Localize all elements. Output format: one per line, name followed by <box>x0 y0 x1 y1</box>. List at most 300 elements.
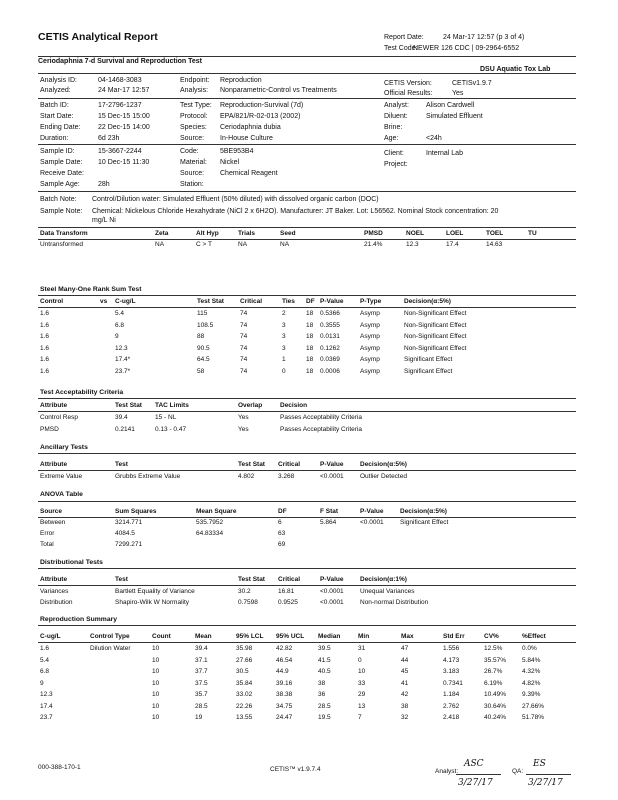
cell: 17.4 <box>446 241 459 248</box>
signature-line <box>526 774 571 775</box>
cell: 0.2141 <box>115 425 135 433</box>
table-row <box>0 241 618 250</box>
cell: 19 <box>195 714 203 721</box>
cell: Total <box>40 541 54 548</box>
divider <box>38 501 576 502</box>
brine-label: Brine: <box>384 124 403 131</box>
report-date: 24 Mar-17 12:57 (p 3 of 4) <box>443 34 525 41</box>
divider <box>38 73 576 74</box>
material-label: Material: <box>180 159 207 166</box>
cell: 88 <box>197 333 205 340</box>
cell: 30.2 <box>238 588 251 595</box>
cell: 24.47 <box>276 714 293 721</box>
table-row <box>0 345 618 354</box>
col-header: Control <box>40 298 64 305</box>
table-row <box>0 333 618 342</box>
species: Ceriodaphnia dubia <box>220 124 281 131</box>
cell: Error <box>40 530 55 537</box>
col-header: Mean Square <box>196 508 237 515</box>
cell: Significant Effect <box>404 367 453 375</box>
cell: NA <box>280 241 290 248</box>
cell: 39.5 <box>318 645 331 652</box>
cell: 29 <box>358 691 366 698</box>
col-header: Test Stat <box>197 298 224 305</box>
cell: 10 <box>152 702 160 710</box>
cell: 74 <box>240 321 248 329</box>
cell: 3 <box>282 344 286 352</box>
protocol: EPA/821/R-02-013 (2002) <box>220 113 301 120</box>
test-name: Ceriodaphnia 7-d Survival and Reproduction Test <box>38 58 203 65</box>
cell: 37.5 <box>195 679 208 687</box>
cell: NA <box>238 241 248 248</box>
cell: 10 <box>152 679 160 687</box>
cell: 6 <box>278 519 282 526</box>
col-header: LOEL <box>446 230 464 237</box>
divider <box>38 517 576 518</box>
col-header: TOEL <box>486 230 504 237</box>
cell: 10 <box>152 714 160 721</box>
qa-initials: ES <box>533 759 546 769</box>
cell: 0.0006 <box>320 367 340 375</box>
cell: 2.418 <box>443 714 460 721</box>
cell: 13.55 <box>236 714 253 721</box>
col-header: Critical <box>278 461 301 468</box>
cell: 16.81 <box>278 588 295 595</box>
cell: 40.5 <box>318 668 331 675</box>
table-row <box>0 657 618 666</box>
receive-date-label: Receive Date: <box>40 170 84 177</box>
sample-date-label: Sample Date: <box>40 159 83 166</box>
col-header: vs <box>100 298 108 305</box>
cell: 63 <box>278 530 286 537</box>
divider <box>38 411 576 412</box>
col-header: Decision(α:1%) <box>360 576 407 583</box>
analyzed-label: Analyzed: <box>40 87 71 94</box>
cetis-version: CETISv1.9.7 <box>452 80 492 87</box>
report-title: CETIS Analytical Report <box>38 31 158 43</box>
divider <box>38 191 576 192</box>
cell: 0 <box>358 656 362 664</box>
cell: 10 <box>152 691 160 698</box>
col-header: Attribute <box>40 576 68 583</box>
cell: Distribution <box>40 599 73 606</box>
table-row <box>0 310 618 319</box>
analyst-label: Analyst: <box>384 102 409 109</box>
cell: 4.173 <box>443 656 460 664</box>
cell: 13 <box>358 702 366 710</box>
cell: 108.5 <box>197 321 214 329</box>
cell: 27.66% <box>522 702 545 710</box>
cell: 4.32% <box>522 668 541 675</box>
cell: 22.26 <box>236 702 253 710</box>
cell: 9 <box>115 333 119 340</box>
table-row <box>0 668 618 677</box>
test-code: NEWER 126 CDC | 09-2964-6552 <box>413 45 520 52</box>
batch-id-label: Batch ID: <box>40 102 69 109</box>
analyzed: 24 Mar-17 12:57 <box>98 87 150 94</box>
table-row <box>0 368 618 377</box>
cell: 0.9525 <box>278 599 298 606</box>
cell: 35.57% <box>484 656 507 664</box>
batch-note-label: Batch Note: <box>40 196 77 203</box>
analyst-signoff-date: 3/27/17 <box>458 778 493 788</box>
col-header: PMSD <box>364 230 383 237</box>
col-header: Seed <box>280 230 296 237</box>
divider <box>38 227 576 228</box>
species-label: Species: <box>180 124 207 131</box>
cell: 2 <box>282 310 286 317</box>
cell: Bartlett Equality of Variance <box>115 588 195 595</box>
table-row <box>0 322 618 331</box>
cell: 37.1 <box>195 656 208 664</box>
cell: 6.8 <box>115 321 125 329</box>
cell: 12.3 <box>115 344 128 352</box>
cell: Passes Acceptability Criteria <box>280 425 363 433</box>
transform-header <box>0 230 618 239</box>
cell: C > T <box>196 241 212 248</box>
cell: Asymp <box>360 310 380 317</box>
analyst: Alison Cardwell <box>426 102 475 109</box>
table-row <box>0 356 618 365</box>
cell: Non-Significant Effect <box>404 344 467 352</box>
table-row <box>0 541 618 550</box>
cell: Between <box>40 519 66 526</box>
endpoint: Reproduction <box>220 77 262 84</box>
cell: Dilution Water <box>90 645 131 652</box>
cell: 18 <box>306 333 314 340</box>
cell: 33.02 <box>236 691 253 698</box>
divider <box>38 98 576 99</box>
cell: 31 <box>358 645 366 652</box>
cell: Non-Significant Effect <box>404 333 467 340</box>
cell: 64.5 <box>197 356 210 363</box>
cell: 17.4* <box>115 356 131 363</box>
cell: 0.7598 <box>238 599 258 606</box>
cell: 42.82 <box>276 645 293 652</box>
analysis: Nonparametric-Control vs Treatments <box>220 87 337 94</box>
cell: Grubbs Extreme Value <box>115 473 181 480</box>
cell: 5.84% <box>522 656 541 664</box>
divider <box>38 625 576 626</box>
report-date-label: Report Date: <box>384 34 424 41</box>
acceptability-title: Test Acceptability Criteria <box>40 389 124 396</box>
cell: 3 <box>282 321 286 329</box>
material: Nickel <box>220 159 240 166</box>
col-header: Critical <box>240 298 263 305</box>
col-header: Decision <box>280 402 308 409</box>
cell: 14.63 <box>486 241 503 248</box>
cell: 74 <box>240 310 248 317</box>
batch-id: 17-2796-1237 <box>98 102 142 109</box>
anova-header <box>0 508 618 517</box>
col-header: Decision(α:5%) <box>360 461 407 468</box>
table-row <box>0 414 618 423</box>
ending-date-label: Ending Date: <box>40 124 81 131</box>
sample-note: Chemical: Nickelous Chloride Hexahydrate (NiCl 2 x 6H2O). Manufacturer: JT Baker. Lot: L56562. Nominal Stock concentration: 20 <box>92 208 499 215</box>
sample-source-label: Source: <box>180 170 205 177</box>
cell: 19.5 <box>318 714 331 721</box>
cell: 74 <box>240 333 248 340</box>
cell: 69 <box>278 541 286 548</box>
col-header: Source <box>40 508 63 515</box>
col-header: Ties <box>282 298 295 305</box>
cetis-version-label: CETIS Version: <box>384 80 432 87</box>
table-row <box>0 530 618 539</box>
lab-name: DSU Aquatic Tox Lab <box>480 66 551 73</box>
table-row <box>0 519 618 528</box>
col-header: Test <box>115 576 128 583</box>
cell: 0 <box>282 367 286 375</box>
client: Internal Lab <box>426 150 463 157</box>
acceptability-header <box>0 402 618 411</box>
duration: 6d 23h <box>98 135 120 142</box>
cell: 41 <box>401 679 409 687</box>
signature-line <box>456 774 501 775</box>
cell: 535.7952 <box>196 519 224 526</box>
cell: Variances <box>40 588 69 595</box>
analysis-label: Analysis: <box>180 87 209 94</box>
protocol-label: Protocol: <box>180 113 208 120</box>
cell: 39.16 <box>276 679 293 687</box>
cell: Asymp <box>360 367 380 375</box>
col-header: Count <box>152 633 171 640</box>
cell: Extreme Value <box>40 473 83 480</box>
analysis-id-label: Analysis ID: <box>40 77 77 84</box>
cell: 1.6 <box>40 321 50 329</box>
cell: 9.39% <box>522 691 541 698</box>
cell: Unequal Variances <box>360 588 415 595</box>
ending-date: 22 Dec-15 14:00 <box>98 124 150 131</box>
ancillary-title: Ancillary Tests <box>40 444 88 451</box>
cell: 64.83334 <box>196 530 224 537</box>
cell: Non-Significant Effect <box>404 321 467 329</box>
cell: 10 <box>152 656 160 664</box>
cell: 1.6 <box>40 344 50 352</box>
divider <box>38 470 576 471</box>
cell: 34.75 <box>276 702 293 710</box>
diluent-label: Diluent: <box>384 113 408 120</box>
cell: Shapiro-Wilk W Normality <box>115 599 190 606</box>
col-header: Decision(α:5%) <box>404 298 451 305</box>
cell: 39.4 <box>195 645 208 652</box>
cell: 0.7341 <box>443 679 463 687</box>
cell: 5.864 <box>320 519 337 526</box>
test-type: Reproduction-Survival (7d) <box>220 102 304 109</box>
col-header: Mean <box>195 633 212 640</box>
analyst-initials: ASC <box>464 759 484 769</box>
cell: 23.7* <box>115 367 131 375</box>
cell: 5.4 <box>115 310 125 317</box>
cell: 7 <box>358 714 362 721</box>
cell: 1.6 <box>40 356 50 363</box>
cell: 46.54 <box>276 656 293 664</box>
col-header: %Effect <box>522 633 546 640</box>
cell: 35.98 <box>236 645 253 652</box>
col-header: Decision(α:5%) <box>400 508 447 515</box>
start-date: 15 Dec-15 15:00 <box>98 113 150 120</box>
cell: 18 <box>306 310 314 317</box>
cell: Yes <box>238 425 249 433</box>
analyst-signoff-label: Analyst: <box>435 768 459 775</box>
cell: 74 <box>240 356 248 363</box>
cell: 35.84 <box>236 679 253 687</box>
col-header: Trials <box>238 230 255 237</box>
cell: 115 <box>197 310 208 317</box>
age: <24h <box>426 135 442 142</box>
cell: Asymp <box>360 333 380 340</box>
test-type-label: Test Type: <box>180 102 212 109</box>
cell: 1.6 <box>40 333 50 340</box>
doc-code: 000-388-170-1 <box>38 764 81 771</box>
divider <box>38 453 576 454</box>
cell: Non-normal Distribution <box>360 599 429 606</box>
cell: 18 <box>306 367 314 375</box>
cell: 32 <box>401 714 409 721</box>
cell: 17.4 <box>40 702 53 710</box>
anova-title: ANOVA Table <box>40 491 83 498</box>
station-label: Station: <box>180 181 204 188</box>
cell: 23.7 <box>40 714 53 721</box>
cell: 37.7 <box>195 668 208 675</box>
software-version: CETIS™ v1.9.7.4 <box>270 766 321 773</box>
cell: 30.64% <box>484 702 507 710</box>
col-header: P-Value <box>360 508 384 515</box>
cell: Significant Effect <box>400 519 449 526</box>
cell: NA <box>155 241 165 248</box>
col-header: P-Value <box>320 576 344 583</box>
cell: 12.3 <box>40 691 53 698</box>
code-label: Code: <box>180 148 199 155</box>
cell: 0.0369 <box>320 356 340 363</box>
cell: Passes Acceptability Criteria <box>280 414 363 421</box>
cell: 33 <box>358 679 366 687</box>
col-header: Max <box>401 633 414 640</box>
cell: 38 <box>318 679 326 687</box>
col-header: P-Value <box>320 461 344 468</box>
cell: 1.184 <box>443 691 460 698</box>
cell: 9 <box>40 679 44 687</box>
col-header: TU <box>528 230 537 237</box>
cell: 44.9 <box>276 668 289 675</box>
divider <box>38 295 576 296</box>
table-row <box>0 473 618 482</box>
divider <box>38 144 576 145</box>
table-row <box>0 426 618 435</box>
col-header: Test Stat <box>115 402 142 409</box>
table-row <box>0 588 618 597</box>
col-header: CV% <box>484 633 499 640</box>
cell: 10 <box>152 645 160 652</box>
cell: 4.802 <box>238 473 255 480</box>
col-header: Test <box>115 461 128 468</box>
cell: 36 <box>318 691 326 698</box>
cell: 6.19% <box>484 679 503 687</box>
cell: <0.0001 <box>320 588 344 595</box>
divider <box>38 307 576 308</box>
summary-title: Reproduction Summary <box>40 616 118 623</box>
cell: Control Resp <box>40 414 78 421</box>
col-header: Overlap <box>238 402 263 409</box>
sample-id: 15-3667-2244 <box>98 148 142 155</box>
source: In-House Culture <box>220 135 273 142</box>
cell: Asymp <box>360 356 380 363</box>
divider <box>38 568 576 569</box>
cell: Outlier Detected <box>360 473 407 480</box>
col-header: Median <box>318 633 341 640</box>
distributional-title: Distributional Tests <box>40 559 103 566</box>
official-results: Yes <box>452 90 464 97</box>
cell: 10.49% <box>484 691 507 698</box>
cell: <0.0001 <box>320 599 344 606</box>
sample-note-continued: mg/L Ni <box>92 217 116 224</box>
cell: 0.0131 <box>320 333 340 340</box>
cell: 3214.771 <box>115 519 143 526</box>
cell: 4084.5 <box>115 530 135 537</box>
col-header: 95% LCL <box>236 633 264 640</box>
col-header: C-ug/L <box>115 298 136 305</box>
code: 5BE953B4 <box>220 148 254 155</box>
project-label: Project: <box>384 161 408 168</box>
cell: Yes <box>238 414 249 421</box>
cell: 0.13 - 0.47 <box>155 425 187 433</box>
table-row <box>0 680 618 689</box>
cell: 15 - NL <box>155 414 177 421</box>
official-results-label: Official Results: <box>384 90 433 97</box>
cell: 12.5% <box>484 645 503 652</box>
cell: 30.5 <box>236 668 249 675</box>
cell: 0.5366 <box>320 310 340 317</box>
cell: PMSD <box>40 425 59 433</box>
test-code-label: Test Code: <box>384 45 418 52</box>
table-row <box>0 703 618 712</box>
cell: 12.3 <box>406 241 419 248</box>
qa-signoff-date: 3/27/17 <box>528 778 563 788</box>
table-row <box>0 691 618 700</box>
col-header: C-ug/L <box>40 633 61 640</box>
col-header: Critical <box>278 576 301 583</box>
analysis-id: 04-1468-3083 <box>98 77 142 84</box>
cell: 90.5 <box>197 344 210 352</box>
cell: Untransformed <box>40 241 83 248</box>
cell: 18 <box>306 344 314 352</box>
cell: 27.66 <box>236 656 253 664</box>
cell: 1.6 <box>40 645 50 652</box>
col-header: Test Stat <box>238 461 265 468</box>
col-header: TAC Limits <box>155 402 189 409</box>
cell: 0.1262 <box>320 344 340 352</box>
cell: 0.3555 <box>320 321 340 329</box>
cell: 7299.271 <box>115 541 143 548</box>
diluent: Simulated Effluent <box>426 113 483 120</box>
col-header: Control Type <box>90 633 130 640</box>
sample-age: 28h <box>98 181 110 188</box>
cell: 1 <box>282 356 286 363</box>
cell: 1.6 <box>40 367 50 375</box>
col-header: Attribute <box>40 402 68 409</box>
cell: 41.5 <box>318 656 331 664</box>
sample-source: Chemical Reagent <box>220 170 278 177</box>
source-label: Source: <box>180 135 205 142</box>
col-header: Std Err <box>443 633 465 640</box>
divider <box>38 398 576 399</box>
cell: Asymp <box>360 321 380 329</box>
col-header: NOEL <box>406 230 425 237</box>
start-date-label: Start Date: <box>40 113 74 120</box>
divider <box>38 585 576 586</box>
cell: <0.0001 <box>320 473 344 480</box>
cell: 21.4% <box>364 241 383 248</box>
cell: 10 <box>152 668 160 675</box>
